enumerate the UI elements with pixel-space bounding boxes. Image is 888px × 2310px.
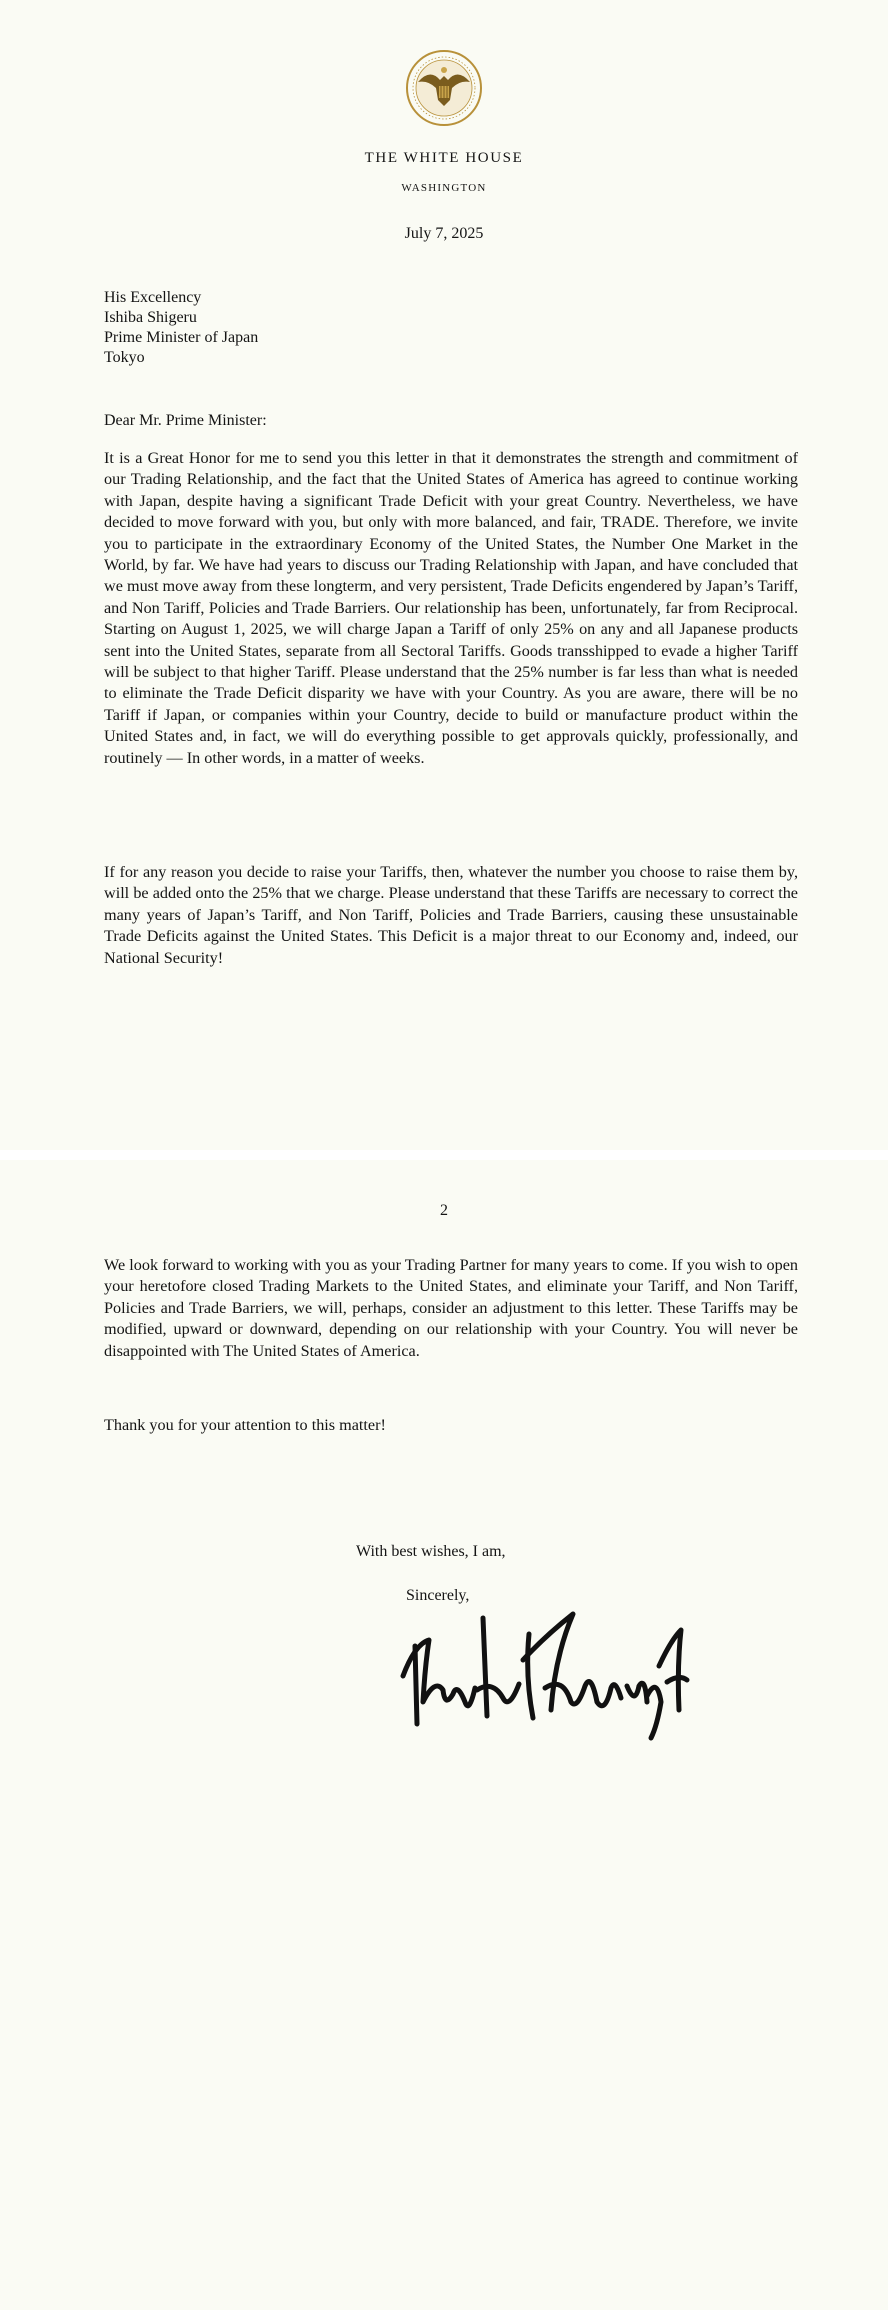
letter-date: July 7, 2025 xyxy=(404,225,484,242)
recipient-address xyxy=(104,288,258,368)
recipient-line: Tokyo xyxy=(104,349,145,366)
letterhead-subtitle: WASHINGTON xyxy=(401,182,487,194)
closing-line: With best wishes, I am, xyxy=(356,1543,506,1560)
signoff: Sincerely, xyxy=(406,1587,470,1604)
recipient-line: Ishiba Shigeru xyxy=(104,309,197,326)
handwritten-signature-icon xyxy=(395,1606,695,1746)
body-paragraph-3: We look forward to working with you as your Trading Partner for many years to come. If you wish to open your heretofore closed Trading Markets to the United States, and eliminate your Tariff, and Non Tariff, Policies and Trade Barriers, we will, perhaps, consider an adjustment to this letter. These Tariffs may be modified, upward or downward, depending on our relationship with your Country. You will never be disappointed with The United States of America. xyxy=(104,1256,798,1360)
recipient-line: His Excellency xyxy=(104,289,202,306)
body-paragraph-4: Thank you for your attention to this matter! xyxy=(104,1416,386,1434)
body-paragraph-1: It is a Great Honor for me to send you this letter in that it demonstrates the strength and commitment of our Trading Relationship, and the fact that the United States of America has agreed to continue working with Japan, despite having a significant Trade Deficit with your great Country. Nevertheless, we have decided to move forward with you, but only with more balanced, and fair, TRADE. Therefore, we invite you to participate in the extraordinary Economy of the United States, the Number One Market in the World, by far. We have had years to discuss our Trading Relationship with Japan, and have concluded that we must move away from these longterm, and very persistent, Trade Deficits engendered by Japan’s Tariff, and Non Tariff, Policies and Trade Barriers. Our relationship has been, unfortunately, far from Reciprocal. Starting on August 1, 2025, we will charge Japan a Tariff of only 25% on any and all Japanese products sent into the United States, separate from all Sectoral Tariffs. Goods transshipped to evade a higher Tariff will be subject to that higher Tariff. Please understand that the 25% number is far less than what is needed to eliminate the Trade Deficit disparity we have with your Country. As you are aware, there will be no Tariff if Japan, or companies within your Country, decide to build or manufacture product within the United States and, in fact, we will do everything possible to get approvals quickly, professionally, and routinely — In other words, in a matter of weeks. xyxy=(104,449,798,767)
recipient-line: Prime Minister of Japan xyxy=(104,329,259,346)
body-paragraph-2: If for any reason you decide to raise your Tariffs, then, whatever the number you choose to raise them by, will be added onto the 25% that we charge. Please understand that these Tariffs are necessary to correct the many years of Japan’s Tariff, and Non Tariff, Policies and Trade Barriers, causing these unsustainable Trade Deficits against the United States. This Deficit is a major threat to our Economy and, indeed, our National Security! xyxy=(104,863,798,967)
letterhead-title: THE WHITE HOUSE xyxy=(364,150,524,166)
letter-page-2 xyxy=(0,1160,888,2310)
letter-page-1 xyxy=(0,0,888,1150)
page-number: 2 xyxy=(440,1202,448,1219)
salutation: Dear Mr. Prime Minister: xyxy=(104,412,267,429)
presidential-seal-icon xyxy=(404,48,484,128)
page-divider xyxy=(0,1150,888,1160)
